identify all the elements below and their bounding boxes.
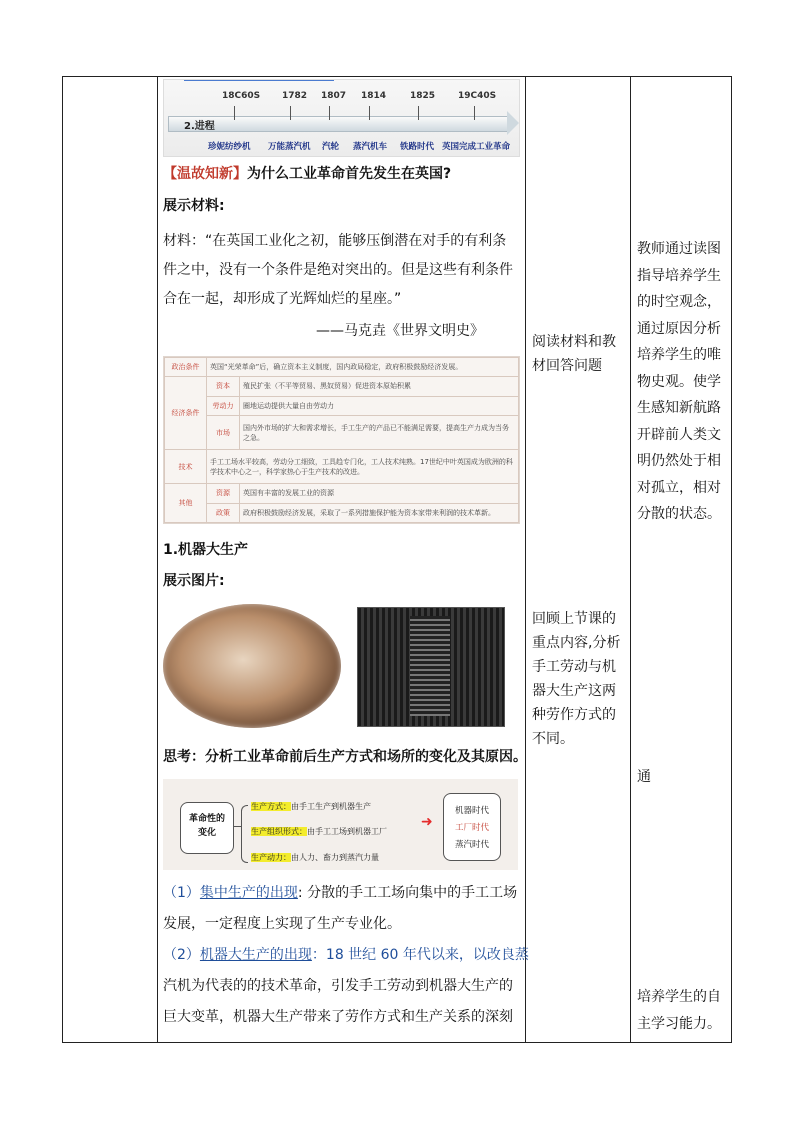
material-line: 合在一起，却形成了光辉灿烂的星座。” [163,291,402,307]
table-bottom-border [62,1042,732,1043]
conditions-table [164,357,519,523]
table-row [165,450,519,484]
timeline-tick [369,106,370,120]
table-cell-sub: 资源 [207,484,240,503]
table-cell-sub: 政策 [207,503,240,522]
table-border-col1 [157,76,158,1043]
timeline-tick [329,106,330,120]
table-cell-text: 英国“光荣革命”后，确立资本主义制度，国内政局稳定，政府积极鼓励经济发展。 [207,358,519,377]
point-1-line2: 发展，一定程度上实现了生产专业化。 [163,916,401,932]
table-row [165,396,519,415]
timeline-event: 万能蒸汽机 [268,142,311,152]
revolution-diagram-image [163,779,518,870]
show-images-label: 展示图片: [163,573,225,589]
table-cell-sub: 资本 [207,377,240,396]
machine-beam [410,616,450,716]
design-intent-line: 分散的状态。 [637,506,721,522]
design-intent-line: 物史观。使学 [637,373,721,390]
student-activity-line: 手工劳动与机 [532,659,616,675]
timeline-tick [234,106,235,120]
table-row [165,377,519,396]
point-2-rest: ：18 世纪 60 年代以来，以改良蒸 [311,947,529,963]
student-activity-line: 种劳作方式的 [532,707,616,723]
timeline-event: 英国完成工业革命 [442,142,511,152]
point-2-prefix: （2） [163,947,200,963]
diagram-item-label: 生产组织形式： [251,827,307,836]
timeline-stage-label: 2.进程 [184,121,215,132]
design-intent-3 [637,984,731,1037]
review-tag: 【温故知新】 [163,166,247,182]
timeline-tick [418,106,419,120]
section-title: 1.机器大生产 [163,542,249,558]
timeline-year: 1814 [361,91,387,101]
student-activity-2 [532,607,628,751]
table-border-left [62,76,63,1043]
table-cell-text: 手工工场水平较高，劳动分工细致，工具趋专门化，工人技术纯熟。17世纪中叶英国成为欧洲的科学技术中心之一，科学家热心于生产技术的改进。 [207,450,519,484]
diagram-result: 蒸汽时代 [454,840,489,850]
timeline-underline [184,80,334,81]
diagram-item-text: 由人力、畜力到蒸汽力量 [291,853,379,862]
table-cell-text: 国内外市场的扩大和需求增长，手工生产的产品已不能满足需要，提高生产力成为当务之急。 [240,415,519,449]
workshop-handcraft-image [163,604,341,728]
diagram-item-label: 生产方式： [251,802,291,811]
table-row [165,415,519,449]
design-intent-line: 主学习能力。 [637,1015,721,1032]
diagram-connector [233,826,241,827]
material-line: 材料：“在英国工业化之初，能够压倒潜在对手的有利条 [163,233,507,249]
design-intent-line: 对孤立，相对 [637,479,721,496]
diagram-center-label: 革命性的变化 [188,814,225,838]
table-cell-sub: 市场 [207,415,240,449]
table-border-col3 [630,76,631,1043]
student-activity-line: 材回答问题 [532,358,602,374]
timeline-event: 蒸汽机车 [353,142,388,152]
point-2-line [163,942,529,969]
timeline-year: 1782 [282,91,308,101]
diagram-item-text: 由手工工场到机器工厂 [307,827,387,836]
table-cell-cat: 其他 [165,484,207,523]
design-intent-line: 培养学生的自 [637,989,721,1005]
timeline-event: 铁路时代 [400,142,435,152]
diagram-item-text: 由手工生产到机器生产 [291,802,371,811]
timeline-year: 18C60S [222,91,261,101]
design-intent-line: 的时空观念， [637,294,721,310]
design-intent-line: 明仍然处于相 [637,453,721,469]
table-border-right [731,76,732,1043]
point-2-line2: 汽机为代表的的技术革命，引发手工劳动到机器大生产的 [163,978,513,994]
point-2-key: 机器大生产的出现 [199,947,312,963]
point-1-prefix: （1） [163,885,200,901]
diagram-center-box [180,802,234,854]
table-cell-cat: 政治条件 [165,358,207,377]
table-cell-cat: 经济条件 [165,377,207,450]
student-activity-line: 重点内容,分析 [532,635,621,651]
timeline-year: 1807 [321,91,347,101]
timeline-tick [474,106,475,120]
table-cell-text: 殖民扩张（不平等贸易、黑奴贸易）促进资本原始积累 [240,377,519,396]
table-cell-text: 圈地运动提供大量自由劳动力 [240,396,519,415]
table-row [165,484,519,503]
factory-machine-image [357,607,505,727]
diagram-item [251,852,379,863]
point-1-line [163,880,517,907]
table-cell-text: 政府积极鼓励经济发展，采取了一系列措施保护能为资本家带来利润的技术革新。 [240,503,519,522]
student-activity-1 [532,330,628,378]
timeline-year: 1825 [410,91,436,101]
timeline-year: 19C40S [458,91,497,101]
student-activity-line: 不同。 [532,731,574,747]
material-line: 件之中，没有一个条件是绝对突出的。但是这些有利条件 [163,262,513,278]
table-row [165,358,519,377]
material-source: ——马克垚《世界文明史》 [316,323,484,339]
think-question: 思考：分析工业革命前后生产方式和场所的变化及其原因。 [163,749,527,765]
design-intent-line: 培养学生的唯 [637,347,721,363]
timeline-image [163,79,520,157]
design-intent-line: 通过原因分析 [637,320,721,337]
diagram-result-list [444,794,500,854]
review-question-line [163,161,451,188]
timeline-tick [290,106,291,120]
diagram-result: 工厂时代 [454,823,489,833]
design-intent-line: 生感知新航路 [637,400,721,416]
review-question: 为什么工业革命首先发生在英国? [247,166,452,182]
table-cell-text: 英国有丰富的发展工业的资源 [240,484,519,503]
student-activity-line: 阅读材料和教 [532,334,616,350]
point-1-rest: : 分散的手工工场向集中的手工工场 [297,885,518,901]
timeline-event: 珍妮纺纱机 [208,142,251,152]
student-activity-line: 器大生产这两 [532,683,616,699]
table-cell-cat: 技术 [165,450,207,484]
design-intent-1 [637,236,731,528]
point-1-key: 集中生产的出现 [199,885,298,901]
conditions-table-image [163,356,520,524]
student-activity-line: 回顾上节课的 [532,611,616,627]
design-intent-line: 开辟前人类文 [637,426,721,443]
diagram-result: 机器时代 [454,806,489,816]
diagram-item-label: 生产动力： [251,853,291,862]
diagram-item [251,801,371,812]
diagram-brace [241,805,248,863]
table-border-col2 [525,76,526,1043]
diagram-result-box [443,793,501,861]
table-row [165,503,519,522]
diagram-arrow-icon: ➜ [421,814,433,830]
timeline-arrowhead [507,111,519,135]
table-cell-sub: 劳动力 [207,396,240,415]
show-material-label: 展示材料: [163,198,225,214]
design-intent-line: 指导培养学生 [637,267,721,284]
diagram-item [251,826,387,837]
timeline-bar [168,116,508,132]
design-intent-2: 通 [637,769,651,785]
point-2-line3: 巨大变革，机器大生产带来了劳作方式和生产关系的深刻 [163,1009,513,1025]
table-top-border [62,76,732,77]
timeline-event: 汽轮 [322,142,340,152]
design-intent-line: 教师通过读图 [637,241,721,257]
